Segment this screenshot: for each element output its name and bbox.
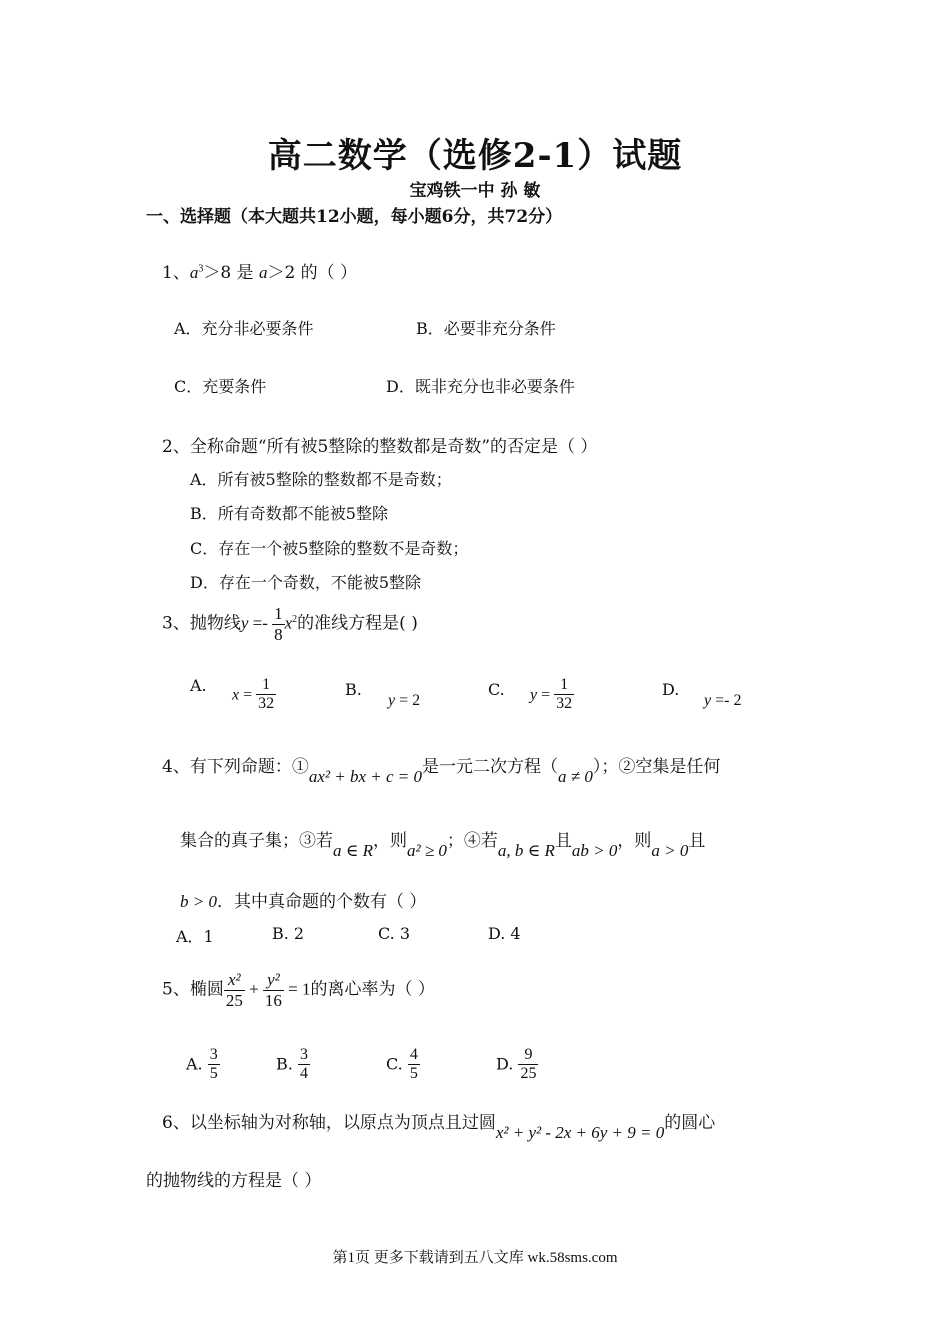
question-6-line-2: 的抛物线的方程是（ ）: [146, 1171, 322, 1191]
question-3-option-b-label: B.: [345, 680, 362, 699]
question-4-line-3: b > 0．其中真命题的个数有（ ）: [180, 892, 427, 912]
question-2-stem: 2、全称命题“所有被5整除的整数都是奇数”的否定是（ ）: [162, 437, 598, 457]
question-5-option-a: A. $\frac{3}{5}$: [186, 1046, 218, 1083]
fraction: $\frac{1}{8}$: [274, 604, 283, 644]
question-4-option-b: B. 2: [272, 924, 305, 943]
question-1-option-d: D．既非充分也非必要条件: [386, 377, 575, 396]
question-5-option-d: D. $\frac{9}{25}$: [496, 1046, 537, 1083]
question-3-option-a: x = $\frac{1}{32}$: [232, 676, 275, 713]
question-3-stem: 3、抛物线y =- $\frac{1}{8}$ $x^2$的准线方程是( ): [162, 604, 418, 644]
question-5-stem: 5、椭圆 $\frac{\text{x²}}{25}$ + $\frac{\text{y²}}{16}$ = 1的离心率为（ ）: [162, 970, 435, 1010]
question-2-option-b: B．所有奇数都不能被5整除: [190, 504, 388, 523]
section-heading: 一、选择题（本大题共12小题，每小题6分，共72分）: [146, 207, 563, 227]
question-3-option-d: y =- 2: [704, 692, 742, 709]
question-1-option-c: C．充要条件: [174, 377, 267, 396]
question-4-line-2: 集合的真子集；③若a ∈ R，则a² ≥ 0；④若a, b ∈ R且ab > 0，则a > 0且: [180, 831, 706, 860]
question-2-option-c: C．存在一个被5整除的整数不是奇数；: [190, 539, 469, 558]
question-4-line-1: 4、有下列命题：①ax² + bx + c = 0是一元二次方程（a ≠ 0）；②空集是任何: [162, 757, 721, 786]
question-3-option-b: y = 2: [388, 692, 421, 709]
question-1-option-a: A．充分非必要条件: [174, 319, 314, 338]
question-2-option-d: D．存在一个奇数，不能被5整除: [190, 573, 422, 592]
question-6-line-1: 6、以坐标轴为对称轴，以原点为顶点且过圆x² + y² - 2x + 6y + 9 = 0的圆心: [162, 1113, 716, 1142]
question-4-option-a: A．1: [176, 927, 214, 946]
page-title: 高二数学（选修2-1）试题: [267, 136, 683, 176]
question-5-option-c: C. $\frac{4}{5}$: [386, 1046, 418, 1083]
question-4-option-c: C. 3: [378, 924, 411, 943]
question-3-option-c: y = $\frac{1}{32}$: [530, 676, 573, 713]
question-3-option-a-label: A.: [190, 676, 207, 695]
author-line: 宝鸡铁一中 孙 敏: [409, 181, 541, 201]
question-5-option-b: B. $\frac{3}{4}$: [276, 1046, 308, 1083]
question-2-option-a: A．所有被5整除的整数都不是奇数；: [190, 470, 452, 489]
question-1-option-b: B．必要非充分条件: [416, 319, 556, 338]
question-4-option-d: D. 4: [488, 924, 521, 943]
question-3-option-d-label: D.: [662, 680, 680, 699]
question-3-option-c-label: C.: [488, 680, 505, 699]
page-footer: 第1页 更多下载请到五八文库 wk.58sms.com: [332, 1250, 618, 1266]
question-1-stem: 1、$a^3>8$ 是 a＞2 的（ ）: [162, 263, 358, 283]
